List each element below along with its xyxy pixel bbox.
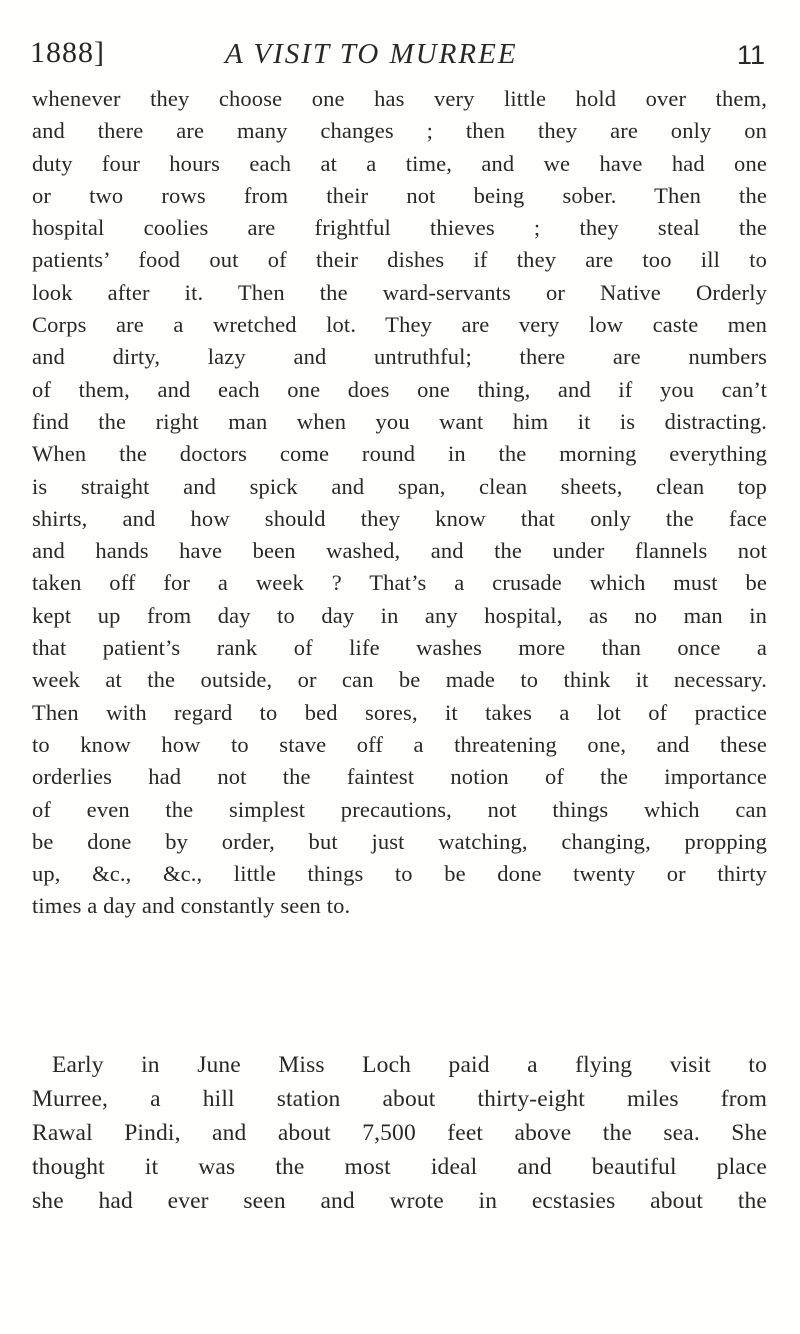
text-line: and hands have been washed, and the under flannels not (32, 538, 767, 564)
text-line: times a day and constantly seen to. (32, 893, 351, 919)
text-line: When the doctors come round in the morning everything (32, 441, 767, 467)
text-line: is straight and spick and span, clean sheets, clean top (32, 473, 767, 499)
text-line: Corps are a wretched lot. They are very low caste men (32, 312, 767, 338)
page-number: 11 (736, 40, 765, 70)
text-line: up, &c., &c., little things to be done twenty or thirty (32, 861, 767, 887)
text-line: or two rows from their not being sober. Then the (32, 182, 767, 208)
text-line: duty four hours each at a time, and we have had one (32, 150, 767, 176)
text-line: be done by order, but just watching, changing, propping (32, 828, 767, 854)
text-line: Murree, a hill station about thirty-eight miles from (32, 1086, 767, 1112)
text-line: orderlies had not the faintest notion of the importance (32, 764, 767, 790)
header-year: 1888] (30, 36, 105, 69)
body-paragraph-1 (32, 83, 767, 923)
text-line: thought it was the most ideal and beautiful place (32, 1154, 767, 1180)
text-line: shirts, and how should they know that only the face (32, 505, 767, 531)
header-title: A VISIT TO MURREE (225, 38, 518, 70)
text-line: hospital coolies are frightful thieves ; they steal the (32, 215, 767, 241)
running-header (30, 30, 765, 74)
text-line: kept up from day to day in any hospital, as no man in (32, 602, 767, 628)
text-line: to know how to stave off a threatening one, and these (32, 731, 767, 757)
body-paragraph-2 (32, 1048, 767, 1218)
text-line: and dirty, lazy and untruthful; there are numbers (32, 344, 767, 370)
text-line: of them, and each one does one thing, and if you can’t (32, 376, 767, 402)
text-line: Rawal Pindi, and about 7,500 feet above the sea. She (32, 1120, 767, 1146)
text-line: she had ever seen and wrote in ecstasies about the (32, 1188, 767, 1214)
text-line: whenever they choose one has very little hold over them, (32, 86, 767, 111)
text-line: taken off for a week ? That’s a crusade which must be (32, 570, 767, 596)
text-line: Then with regard to bed sores, it takes a lot of practice (32, 699, 767, 725)
text-line: that patient’s rank of life washes more than once a (32, 635, 767, 661)
text-line: Early in June Miss Loch paid a flying visit to (52, 1052, 767, 1078)
text-line: patients’ food out of their dishes if they are too ill to (32, 247, 767, 273)
text-line: of even the simplest precautions, not things which can (32, 796, 767, 822)
text-line: week at the outside, or can be made to think it necessary. (32, 667, 767, 693)
text-line: and there are many changes ; then they are only on (32, 118, 767, 144)
text-line: look after it. Then the ward-servants or Native Orderly (32, 279, 767, 305)
text-line: find the right man when you want him it is distracting. (32, 408, 767, 434)
